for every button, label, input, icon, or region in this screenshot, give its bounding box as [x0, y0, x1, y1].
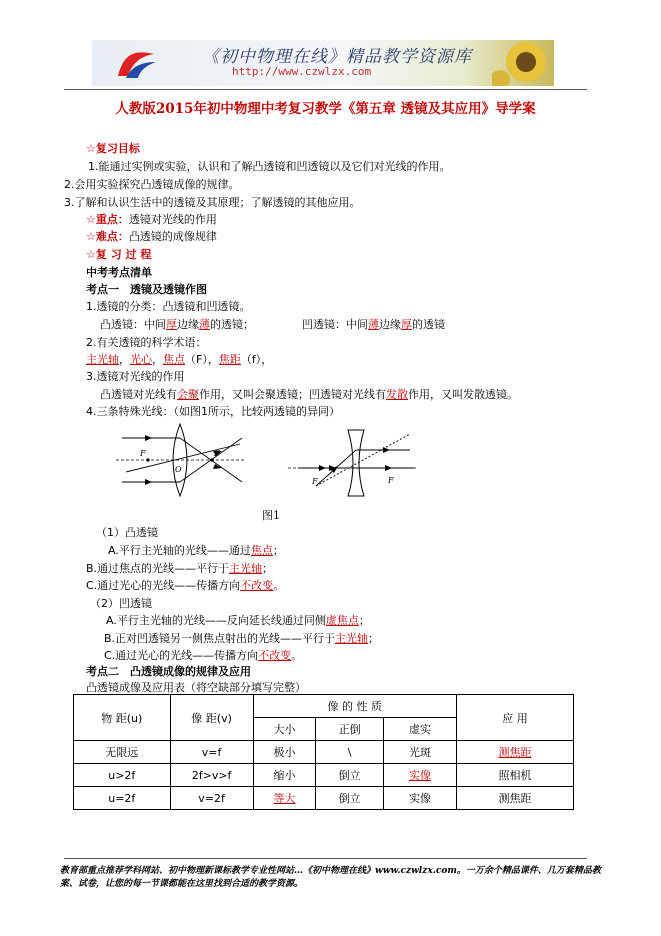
sunflower-graphic — [492, 40, 554, 86]
cell-object-distance: 无限远 — [74, 741, 171, 764]
table-row — [74, 764, 574, 787]
col-header-size: 大小 — [253, 718, 316, 741]
convex-rule-c — [86, 579, 284, 593]
point1-heading: 考点一 透镜及透镜作图 — [86, 283, 207, 296]
answer-blank: 厚 — [166, 318, 177, 331]
rule-text: ； — [358, 614, 370, 627]
rule-text: C.通过光心的光线——传播方向 — [104, 649, 259, 662]
key-point-label: ☆重点： — [86, 213, 129, 226]
footer-rule — [64, 858, 587, 859]
rule-text: ； — [272, 544, 284, 557]
cell-application — [456, 741, 573, 764]
convex-lens-diagram — [112, 420, 250, 502]
rule-text: B.通过焦点的光线——平行于 — [86, 562, 230, 575]
banner-url[interactable]: http://www.czwlzx.com — [232, 65, 372, 78]
answer-blank: 焦点 — [163, 353, 185, 366]
answer-blank: 主光轴 — [86, 353, 119, 366]
answer-blank: 不改变 — [258, 649, 292, 662]
point2-heading: 考点二 凸透镜成像的规律及应用 — [86, 665, 251, 678]
convex-rules-heading: （1）凸透镜 — [96, 526, 158, 539]
answer-blank: 主光轴 — [229, 562, 263, 575]
key-point — [86, 213, 217, 227]
goal-item: 1.能通过实例或实验，认识和了解凸透镜和凹透镜以及它们对光线的作用。 — [88, 160, 451, 173]
site-logo — [114, 46, 158, 82]
process-heading: ☆复 习 过 程 — [86, 248, 152, 261]
cell-real-virtual: 实像 — [384, 787, 457, 810]
lens-classification: 1.透镜的分类：凸透镜和凹透镜。 — [86, 300, 251, 313]
rule-text: 。 — [273, 579, 285, 592]
lens-effect-text — [100, 388, 518, 402]
checklist-heading: 中考考点清单 — [86, 266, 152, 279]
terms-heading: 2.有关透镜的科学术语： — [86, 336, 207, 349]
answer-blank: 等大 — [273, 792, 296, 805]
difficulty-label: ☆难点： — [86, 230, 129, 243]
col-header-orientation: 正倒 — [316, 718, 384, 741]
concave-prefix: 凹透镜：中间 — [302, 318, 368, 331]
cell-size — [253, 787, 316, 810]
concave-rules-heading: （2）凹透镜 — [90, 597, 152, 610]
answer-blank: 焦点 — [250, 544, 273, 557]
cell-size: 缩小 — [253, 764, 316, 787]
lens-effect-heading: 3.透镜对光线的作用 — [86, 370, 185, 383]
concave-definition — [302, 318, 445, 332]
answer-blank: 不改变 — [240, 579, 274, 592]
rule-text: ； — [368, 632, 380, 645]
effect-part: 作用，又叫发散透镜。 — [408, 388, 518, 401]
rule-text: 。 — [291, 649, 303, 662]
answer-blank: 主光轴 — [335, 632, 369, 645]
page-footer: 教育部重点推荐学科网站、初中物理新课标教学专业性网站…《初中物理在线》www.czwlzx.com。一万余个精品课件、几万套精品教案、试卷，让您的每一节课都能在这里找到合适的教学资源。 — [60, 866, 601, 889]
effect-part: 作用，又叫会聚透镜；凹透镜对光线有 — [199, 388, 386, 401]
cell-orientation: \ — [316, 741, 384, 764]
focus-label: F — [388, 476, 394, 485]
answer-blank: 焦距 — [218, 353, 241, 366]
effect-part: 凸透镜对光线有 — [100, 388, 177, 401]
goal-item: 2.会用实验探究凸透镜成像的规律。 — [64, 178, 240, 191]
term-symbol: （f）， — [240, 353, 273, 366]
table-row — [74, 741, 574, 764]
goal-item: 3.了解和认识生活中的透镜及其原理；了解透镜的其他应用。 — [64, 196, 361, 209]
rule-text: B.正对凹透镜另一侧焦点射出的光线——平行于 — [104, 632, 336, 645]
cell-orientation: 倒立 — [316, 787, 384, 810]
focus-label: F — [312, 477, 318, 486]
cell-image-distance: 2f>v>f — [170, 764, 253, 787]
rule-text: ； — [262, 562, 274, 575]
col-header-object-distance: 物 距(u) — [74, 695, 171, 741]
focus-label: F — [140, 449, 146, 458]
focus-label: F — [214, 449, 220, 458]
answer-blank: 薄 — [199, 318, 210, 331]
table-title: 凸透镜成像及应用表（将空缺部分填写完整） — [86, 681, 306, 694]
header-banner — [92, 40, 554, 86]
col-header-real-virtual: 虚实 — [384, 718, 457, 741]
convex-definition — [100, 318, 254, 332]
concave-suffix: 的透镜 — [412, 318, 445, 331]
term-symbol: （F）， — [185, 353, 219, 366]
cell-application: 测焦距 — [456, 787, 573, 810]
header-rule — [64, 89, 587, 90]
page-title: 人教版2015年初中物理中考复习教学《第五章 透镜及其应用》导学案 — [115, 101, 536, 117]
cell-orientation: 倒立 — [316, 764, 384, 787]
key-point-text: 透镜对光线的作用 — [128, 213, 217, 226]
concave-mid: 边缘 — [379, 318, 401, 331]
answer-blank: 厚 — [401, 318, 412, 331]
rule-text: A.平行主光轴的光线——通过 — [108, 544, 251, 557]
table-row — [74, 787, 574, 810]
special-rays-heading: 4.三条特殊光线：（如图1所示，比较两透镜的异同） — [86, 405, 340, 418]
rule-text: A.平行主光轴的光线——反向延长线通过同侧 — [106, 614, 326, 627]
answer-blank: 测焦距 — [498, 746, 532, 759]
terms-list: 主光轴，光心，焦点（F），焦距（f）， — [86, 353, 273, 366]
figure-caption: 图1 — [262, 509, 280, 522]
answer-blank: 实像 — [408, 769, 431, 782]
cell-size: 极小 — [253, 741, 316, 764]
col-header-image-distance: 像 距(v) — [170, 695, 253, 741]
difficulty-text: 凸透镜的成像规律 — [128, 230, 217, 243]
cell-application: 照相机 — [456, 764, 573, 787]
col-header-image-nature: 像 的 性 质 — [253, 695, 456, 718]
cell-image-distance: v=2f — [170, 787, 253, 810]
col-header-application: 应 用 — [456, 695, 573, 741]
convex-suffix: 的透镜； — [210, 318, 254, 331]
concave-rule-b — [104, 632, 379, 646]
answer-blank: 薄 — [368, 318, 379, 331]
imaging-table — [73, 694, 574, 810]
answer-blank: 虚焦点 — [325, 614, 359, 627]
cell-image-distance: v=f — [170, 741, 253, 764]
cell-object-distance: u=2f — [74, 787, 171, 810]
rule-text: C.通过光心的光线——传播方向 — [86, 579, 241, 592]
cell-real-virtual — [384, 764, 457, 787]
convex-rule-b — [86, 562, 273, 576]
banner-title: 《初中物理在线》精品教学资源库 — [202, 47, 472, 67]
cell-object-distance: u>2f — [74, 764, 171, 787]
answer-blank: 发散 — [386, 388, 408, 401]
concave-rule-c — [104, 649, 302, 663]
answer-blank: 会聚 — [177, 388, 199, 401]
convex-rule-a — [108, 544, 284, 558]
review-goals-heading: ☆复习目标 — [86, 142, 140, 155]
concave-lens-diagram — [286, 428, 418, 498]
convex-mid: 边缘 — [177, 318, 199, 331]
concave-rule-a — [106, 614, 370, 628]
convex-prefix: 凸透镜：中间 — [100, 318, 166, 331]
optical-center-label: O — [175, 465, 182, 474]
difficulty — [86, 230, 217, 244]
cell-real-virtual: 光斑 — [384, 741, 457, 764]
answer-blank: 光心 — [130, 353, 152, 366]
